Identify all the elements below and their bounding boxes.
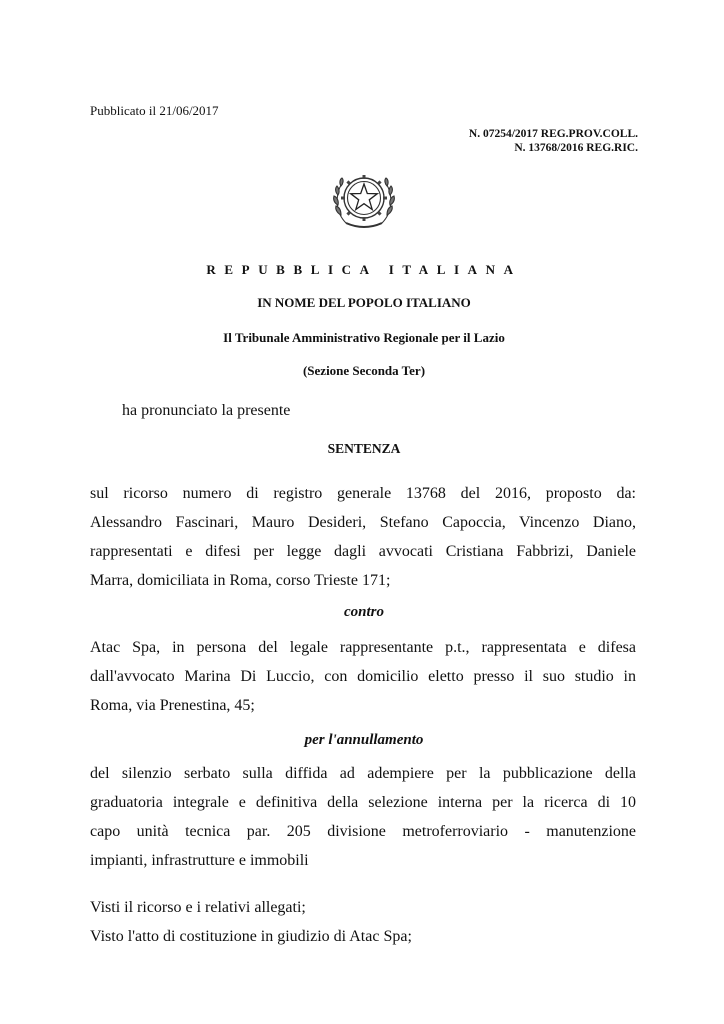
sezione-heading: (Sezione Seconda Ter) — [302, 363, 426, 378]
silenzio-line: del silenzio serbato sulla diffida ad adempiere per la pubblicazione della — [90, 765, 636, 782]
silenzio-line: graduatoria integrale e definitiva della selezione interna per la ricerca di 10 — [90, 794, 636, 811]
ricorso-line: Alessandro Fascinari, Mauro Desideri, Stefano Capoccia, Vincenzo Diano, — [90, 514, 636, 531]
atac-paragraph — [90, 633, 636, 720]
ricorso-line: Marra, domiciliata in Roma, corso Trieste 171; — [90, 572, 391, 589]
contro-heading: contro — [343, 604, 384, 620]
ricorso-line: rappresentati e difesi per legge dagli avvocati Cristiana Fabbrizi, Daniele — [90, 543, 636, 560]
sentenza-heading: SENTENZA — [327, 441, 401, 456]
reg-prov-number: N. 07254/2017 REG.PROV.COLL. — [468, 128, 638, 140]
repubblica-italiana-heading: REPUBBLICA ITALIANA — [206, 262, 522, 277]
visti-ricorso-text: Visti il ricorso e i relativi allegati; — [90, 899, 306, 916]
publication-date: Pubblicato il 21/06/2017 — [90, 103, 219, 118]
silenzio-line: impianti, infrastrutture e immobili — [90, 852, 309, 869]
per-annullamento-heading: per l'annullamento — [304, 732, 424, 748]
atac-line: Roma, via Prenestina, 45; — [90, 697, 255, 714]
visto-atto-text: Visto l'atto di costituzione in giudizio di Atac Spa; — [90, 928, 412, 945]
ricorso-paragraph — [90, 479, 636, 595]
silenzio-line: capo unità tecnica par. 205 divisione metroferroviario - manutenzione — [90, 823, 636, 840]
tribunale-heading: Il Tribunale Amministrativo Regionale per il Lazio — [223, 330, 505, 345]
reg-ric-number: N. 13768/2016 REG.RIC. — [514, 142, 638, 154]
silenzio-paragraph — [90, 759, 636, 875]
ricorso-line: sul ricorso numero di registro generale 13768 del 2016, proposto da: — [90, 485, 636, 502]
in-nome-heading: IN NOME DEL POPOLO ITALIANO — [257, 295, 471, 310]
emblem-of-italy-icon — [332, 165, 396, 231]
atac-line: Atac Spa, in persona del legale rappresentante p.t., rappresentata e difesa — [90, 639, 636, 656]
atac-line: dall'avvocato Marina Di Luccio, con domicilio eletto presso il suo studio in — [90, 668, 636, 685]
pronunciato-text: ha pronunciato la presente — [122, 402, 291, 419]
